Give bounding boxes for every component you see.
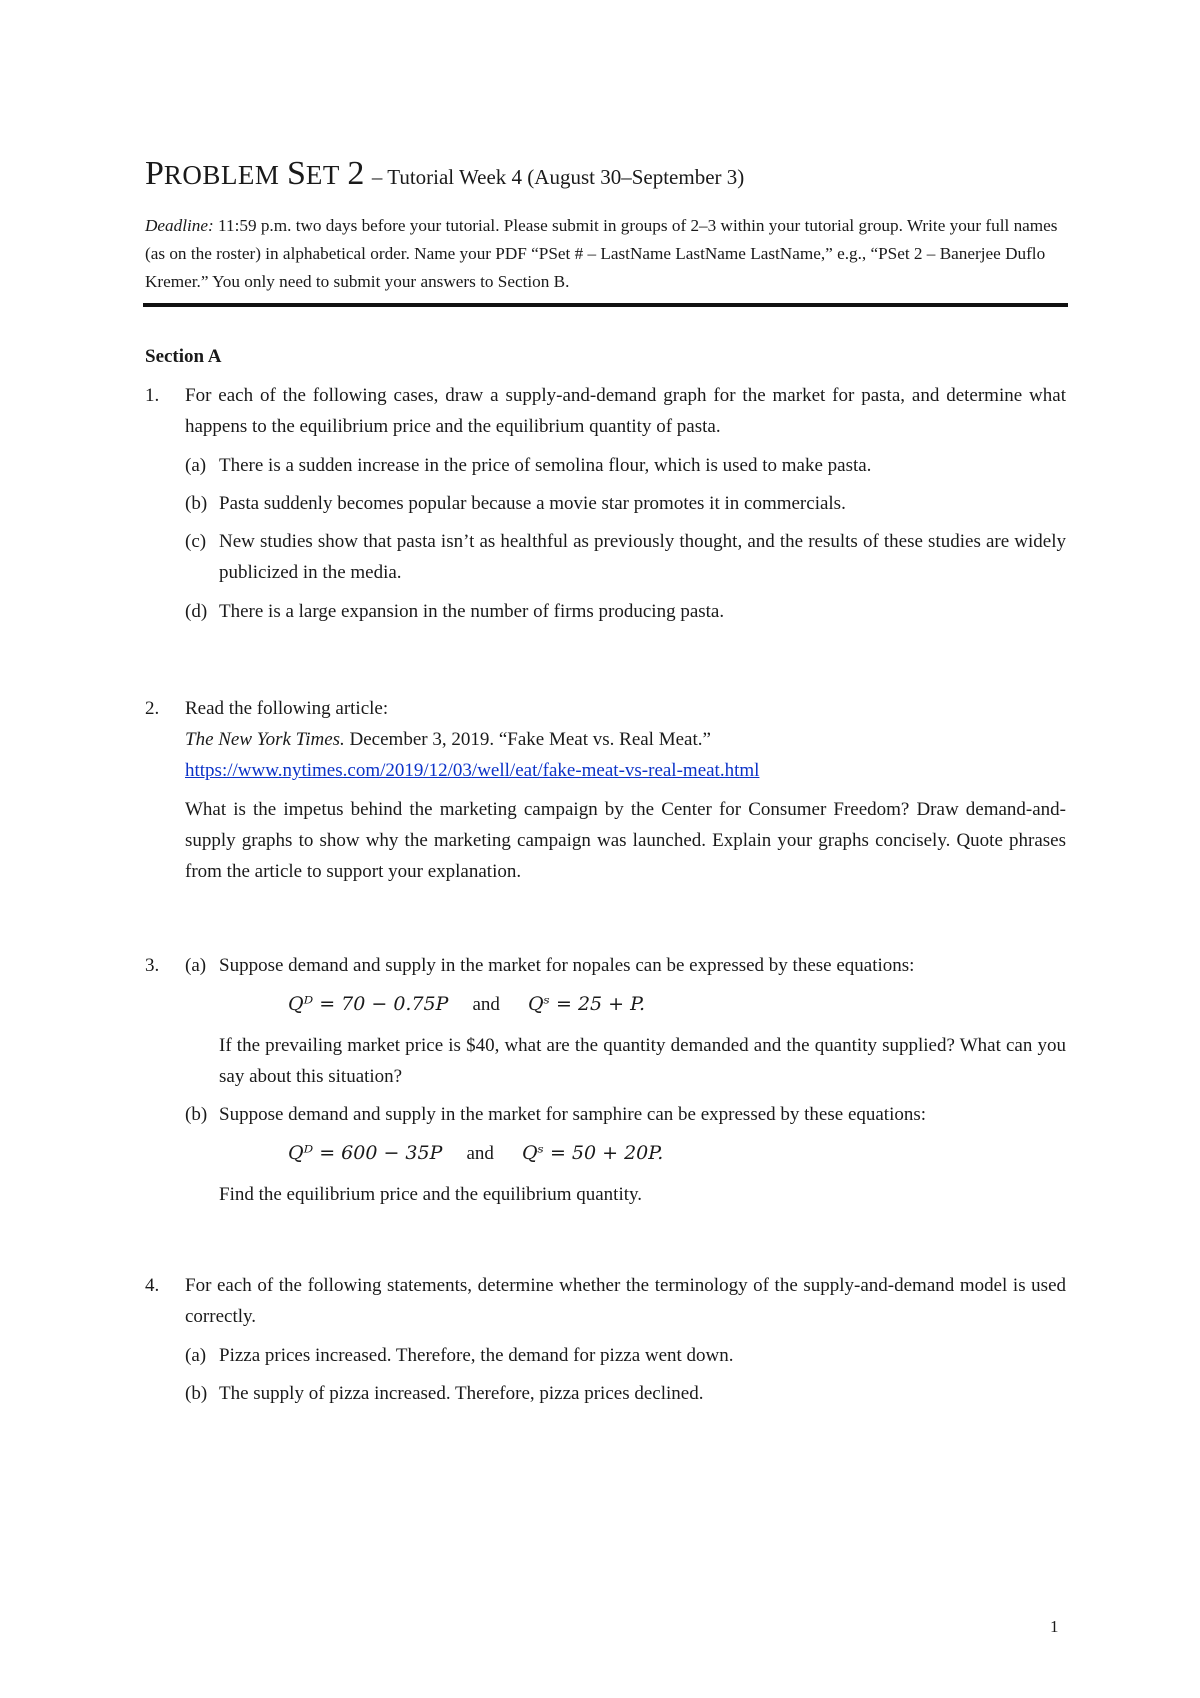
item-label: (c): [185, 531, 207, 552]
section-a-title: Section A: [145, 346, 222, 367]
item-label: (a): [185, 1345, 207, 1366]
title-word-et: ET: [305, 160, 340, 190]
article-source: [185, 724, 1066, 755]
item-label: (b): [185, 493, 208, 514]
item-text: There is a sudden increase in the price of semolina flour, which is used to make pasta.: [219, 455, 872, 476]
item-text: Find the equilibrium price and the equilibrium quantity.: [219, 1184, 643, 1205]
title-letter-p: P: [145, 155, 164, 192]
item-label: (b): [185, 1104, 208, 1125]
question-line: Read the following article:: [185, 698, 389, 719]
item-label: (a): [185, 455, 207, 476]
article-publication: The New York Times.: [185, 729, 345, 750]
title-word-roblem: ROBLEM: [163, 160, 280, 190]
equation-nopales: [288, 989, 645, 1020]
question-1: [145, 380, 1066, 640]
item-text: Pizza prices increased. Therefore, the demand for pizza went down.: [219, 1345, 734, 1366]
item-text: There is a large expansion in the number of firms producing pasta.: [219, 601, 725, 622]
page-title: [145, 156, 744, 195]
supply-equation: Qˢ = 50 + 20P.: [521, 1142, 664, 1164]
item-text: The supply of pizza increased. Therefore, pizza prices declined.: [219, 1383, 704, 1404]
item-label: (b): [185, 1383, 208, 1404]
question-number: 3.: [145, 955, 160, 976]
question-text: For each of the following statements, determine whether the terminology of the supply-and-demand model is used correctly.: [185, 1275, 1066, 1327]
question-4: [145, 1270, 1066, 1420]
question-number: 1.: [145, 385, 160, 406]
deadline-text: 11:59 p.m. two days before your tutorial. Please submit in groups of 2–3 within your tutorial group. Write your full names (as on the roster) in alphabetical order. Name your PDF “PSet # – LastName LastName LastName,” e.g., “PSet 2 – Banerjee Duflo Kremer.” You only need to submit your answers to Section B.: [145, 216, 1058, 291]
article-link[interactable]: https://www.nytimes.com/2019/12/03/well/eat/fake-meat-vs-real-meat.html: [185, 760, 760, 781]
question-text: What is the impetus behind the marketing campaign by the Center for Consumer Freedom? Draw demand-and-supply graphs to show why the marketing campaign was launched. Explain your graphs concisely. Quote phrases from the article to support your explanation.: [185, 799, 1066, 882]
item-text: Pasta suddenly becomes popular because a movie star promotes it in commercials.: [219, 493, 846, 514]
supply-equation: Qˢ = 25 + P.: [527, 993, 646, 1015]
equation-and: and: [472, 994, 500, 1015]
question-number: 4.: [145, 1275, 160, 1296]
deadline-label: Deadline:: [145, 216, 214, 235]
question-3: [145, 950, 1066, 1210]
article-title: December 3, 2019. “Fake Meat vs. Real Meat.”: [344, 729, 711, 750]
title-subtitle: – Tutorial Week 4 (August 30–September 3): [371, 165, 745, 189]
deadline-paragraph: [145, 212, 1067, 296]
item-text: New studies show that pasta isn’t as healthful as previously thought, and the results of these studies are widely publicized in the media.: [219, 531, 1066, 583]
title-letter-s: S: [286, 155, 306, 192]
article-link-row: [185, 755, 1066, 786]
equation-and: and: [466, 1143, 494, 1164]
question-2: [145, 693, 1066, 893]
item-text: Suppose demand and supply in the market for nopales can be expressed by these equations:: [219, 955, 915, 976]
item-text: If the prevailing market price is $40, what are the quantity demanded and the quantity supplied? What can you say about this situation?: [219, 1035, 1066, 1087]
demand-equation: Qᴰ = 70 − 0.75P: [288, 993, 449, 1015]
page-number: 1: [1050, 1617, 1059, 1636]
question-number: 2.: [145, 698, 160, 719]
equation-samphire: [288, 1138, 663, 1169]
title-number: 2: [347, 155, 365, 192]
item-text: Suppose demand and supply in the market for samphire can be expressed by these equations:: [219, 1104, 927, 1125]
demand-equation: Qᴰ = 600 − 35P: [288, 1142, 443, 1164]
question-text: For each of the following cases, draw a supply-and-demand graph for the market for pasta, and determine what happens to the equilibrium price and the equilibrium quantity of pasta.: [185, 385, 1066, 437]
item-label: (a): [185, 955, 207, 976]
header-rule: [143, 303, 1068, 307]
item-label: (d): [185, 601, 208, 622]
